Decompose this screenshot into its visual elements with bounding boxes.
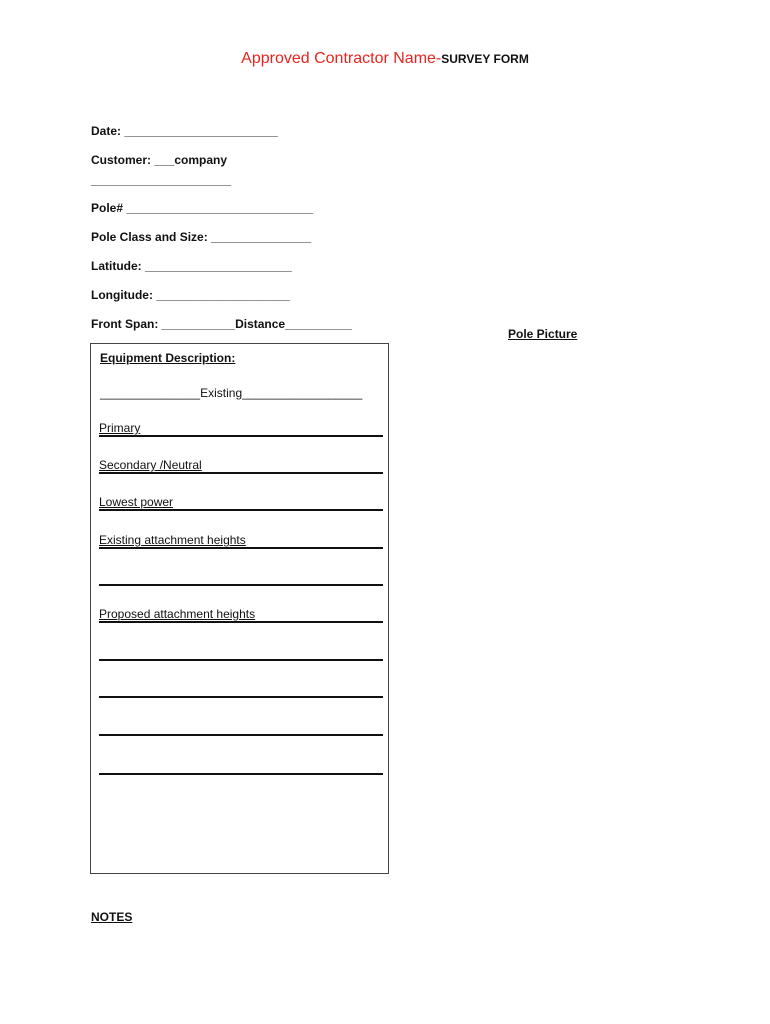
equipment-row-blank: [99, 759, 383, 775]
existing-line: _______________Existing__________________: [100, 386, 363, 400]
longitude-field: Longitude: ____________________: [91, 288, 290, 302]
customer-field: Customer: ___company: [91, 153, 228, 167]
equipment-description-title: Equipment Description:: [100, 351, 236, 365]
customer-line: _____________________: [91, 173, 232, 187]
equipment-row-existing-heights: Existing attachment heights: [99, 533, 383, 549]
equipment-row-blank: [99, 645, 383, 661]
pole-number-field: Pole# ____________________________: [91, 201, 314, 215]
equipment-description-box: [90, 343, 389, 874]
equipment-row-secondary: Secondary /Neutral: [99, 458, 383, 474]
equipment-row-proposed-heights: Proposed attachment heights: [99, 607, 383, 623]
notes-label: NOTES: [91, 910, 133, 924]
survey-form-label: SURVEY FORM: [441, 52, 529, 66]
equipment-row-blank: [99, 720, 383, 736]
pole-picture-label: Pole Picture: [508, 327, 578, 341]
form-title: [0, 50, 770, 68]
pole-class-field: Pole Class and Size: _______________: [91, 230, 312, 244]
equipment-row-blank: [99, 682, 383, 698]
equipment-row-blank: [99, 570, 383, 586]
front-span-field: Front Span: ___________Distance__________: [91, 317, 352, 331]
latitude-field: Latitude: ______________________: [91, 259, 292, 273]
contractor-name: Approved Contractor Name-: [241, 50, 442, 67]
equipment-row-lowest-power: Lowest power: [99, 495, 383, 511]
date-field: Date: _______________________: [91, 124, 278, 138]
equipment-row-primary: Primary: [99, 421, 383, 437]
